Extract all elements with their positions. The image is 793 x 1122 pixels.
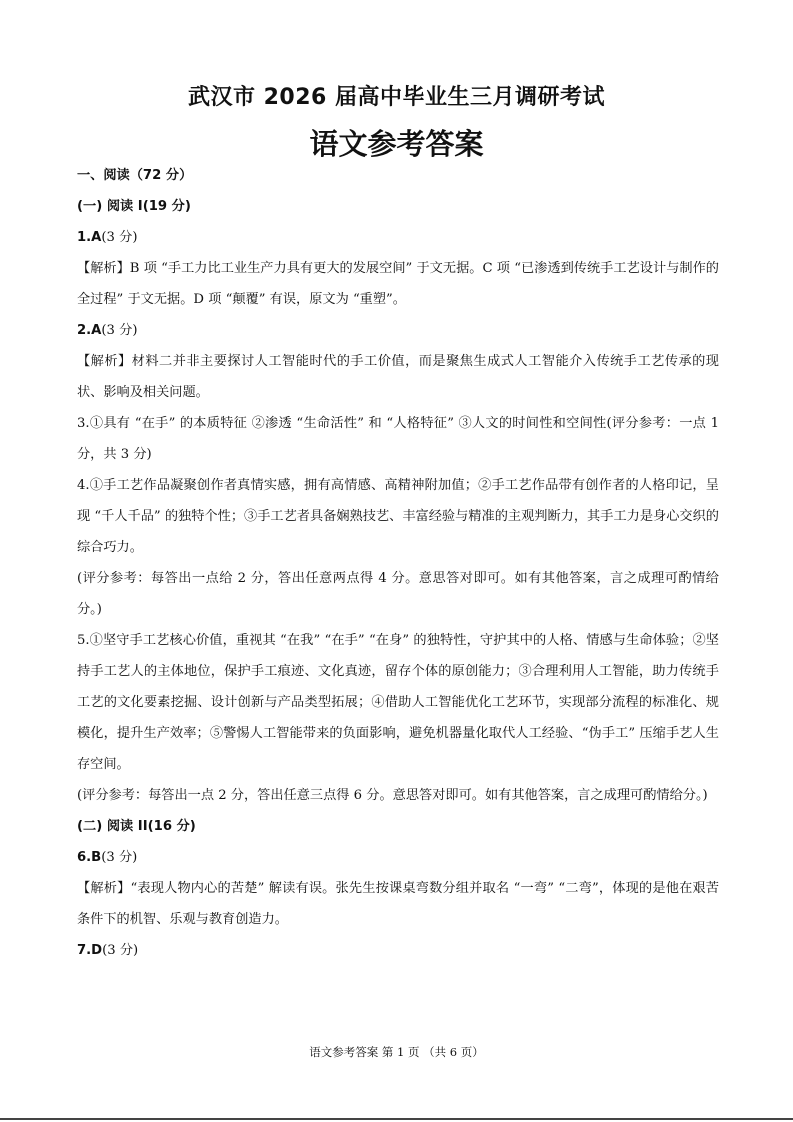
question-4-answer: 4.①手工艺作品凝聚创作者真情实感，拥有高情感、高精神附加值；②手工艺作品带有创作者的人格印记，呈现 “千人千品” 的独特个性；③手工艺者具备娴熟技艺、丰富经验与精准的主观判断力，其手工力是身心交织的综合巧力。 — [77, 478, 719, 555]
question-7-score: (3 分) — [102, 943, 139, 958]
subsection-heading-reading-2: (二) 阅读 II(16 分) — [77, 819, 196, 834]
question-2-answer — [77, 315, 719, 346]
question-1-number: 1.A — [77, 230, 102, 245]
page-footer: 语文参考答案 第 1 页 （共 6 页） — [309, 1045, 484, 1059]
question-5-scoring: (评分参考：每答出一点 2 分，答出任意三点得 6 分。意思答对即可。如有其他答案，言之成理可酌情给分。) — [77, 788, 708, 803]
exam-title: 武汉市 2026 届高中毕业生三月调研考试 — [187, 85, 606, 110]
question-4-scoring: (评分参考：每答出一点给 2 分，答出任意两点得 4 分。意思答对即可。如有其他答案，言之成理可酌情给分。) — [77, 571, 719, 617]
question-2-explanation: 【解析】材料二并非主要探讨人工智能时代的手工价值，而是聚焦生成式人工智能介入传统手工艺传承的现状、影响及相关问题。 — [77, 354, 719, 400]
section-heading-reading: 一、阅读（72 分） — [77, 168, 193, 183]
question-2-number: 2.A — [77, 323, 102, 338]
question-3-answer: 3.①具有 “在手” 的本质特征 ②渗透 “生命活性” 和 “人格特征” ③人文的时间性和空间性(评分参考：一点 1 分，共 3 分) — [77, 416, 719, 462]
question-6-answer — [77, 842, 719, 873]
subsection-heading-reading-1: (一) 阅读 I(19 分) — [77, 199, 191, 214]
answer-key-title: 语文参考答案 — [309, 127, 484, 161]
question-7-answer — [77, 935, 719, 966]
question-1-explanation: 【解析】B 项 “手工力比工业生产力具有更大的发展空间” 于文无据。C 项 “已渗透到传统手工艺设计与制作的全过程” 于文无据。D 项 “颠覆” 有误，原文为 “重塑”。 — [77, 261, 719, 307]
question-6-explanation: 【解析】“表现人物内心的苦楚” 解读有误。张先生按课桌弯数分组并取名 “一弯” “二弯”，体现的是他在艰苦条件下的机智、乐观与教育创造力。 — [77, 881, 719, 927]
question-7-number: 7.D — [77, 943, 103, 958]
question-1-score: (3 分) — [101, 230, 138, 245]
question-6-number: 6.B — [77, 850, 102, 865]
bottom-divider — [0, 1118, 793, 1120]
question-2-score: (3 分) — [101, 323, 138, 338]
question-1-answer — [77, 222, 719, 253]
question-6-score: (3 分) — [101, 850, 138, 865]
answer-body — [77, 160, 719, 966]
question-5-answer: 5.①坚守手工艺核心价值，重视其 “在我” “在手” “在身” 的独特性，守护其中的人格、情感与生命体验；②坚持手工艺人的主体地位，保护手工痕迹、文化真迹，留存个体的原创能力；③合理利用人工智能，助力传统手工艺的文化要素挖掘、设计创新与产品类型拓展；④借助人工智能优化工艺环节，实现部分流程的标准化、规模化，提升生产效率；⑤警惕人工智能带来的负面影响，避免机器量化取代人工经验、“伪手工” 压缩手艺人生存空间。 — [77, 633, 719, 772]
